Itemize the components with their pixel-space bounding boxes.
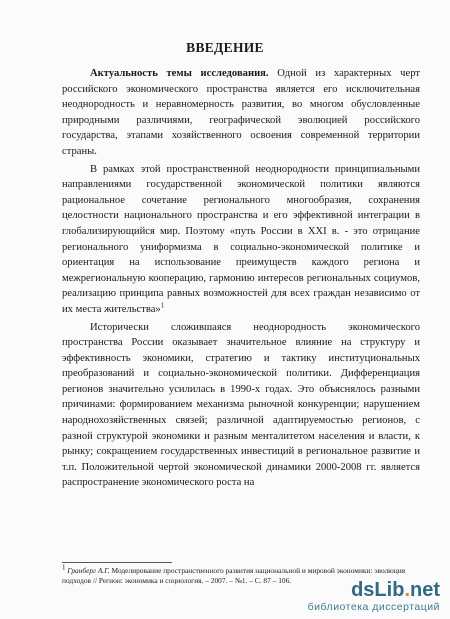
footnote-reference[interactable]: 1 (160, 301, 165, 310)
logo-tld: net (410, 579, 440, 601)
watermark-logo (308, 579, 440, 601)
footnote-divider (62, 562, 172, 563)
paragraph-1 (62, 66, 420, 160)
paragraph-text: Одной из характерных черт российского экономического пространства является его исключительная неоднородность и неравномерность развития, во многом обусловленные природными различиями, географической эволюцией российского государства, этапами хозяйственного освоения современной территории страны. (62, 68, 420, 157)
logo-main: dsLib (351, 579, 405, 601)
footnote-mark: 1 (62, 563, 66, 572)
paragraph-text: В рамках этой пространственной неоднородности принципиальными направлениями государственной экономической политики являются рациональное сочетание регионального многообразия, сохранения целостности национального пространства и его эффективной интеграции в глобализирующийся мир. Поэтому «путь России в XXI в. - это отрицание регионального униформизма в социально-экономической политике и ориентация на использование преимуществ каждого региона и межрегиональную кооперацию, гармонию интересов региональных социумов, реализацию принципа равных возможностей для всех граждан независимо от их места жительства» (62, 163, 420, 315)
footnote-author: Гранберг А.Г. (67, 566, 110, 575)
page-title: ВВЕДЕНИЕ (186, 40, 264, 55)
paragraph-text: Исторически сложившаяся неоднородность экономического пространства России оказывает значительное влияние на структуру и эффективность экономики, стратегию и тактику институциональных преобразований и социально-экономической политики. Дифференциация регионов значительно усилилась в 1990-х годах. Это объяснялось разными причинами: формированием механизма рыночной конкуренции; нарушением народнохозяйственных связей; различной адаптируемостью регионов, с разной структурой экономики и разным менталитетом населения и власти, к рынку; сокращением государственных инвестиций в региональное развитие и т.п. Положительной чертой экономической динамики 2000-2008 гг. является распространение экономического роста на (62, 321, 420, 489)
paragraph-2 (62, 162, 420, 318)
paragraph-3 (62, 320, 420, 492)
body-text (62, 66, 420, 493)
paragraph-lead: Актуальность темы исследования. (90, 68, 269, 79)
watermark (308, 579, 440, 613)
logo-dot: . (404, 579, 410, 601)
watermark-subtitle: библиотека диссертаций (307, 601, 440, 613)
footnote-text: Моделирование пространственного развития национальной и мировой экономики: эволюция подходов // Регион: экономика и социология. – 2007. – №1. – С. 87 – 106. (62, 566, 406, 585)
